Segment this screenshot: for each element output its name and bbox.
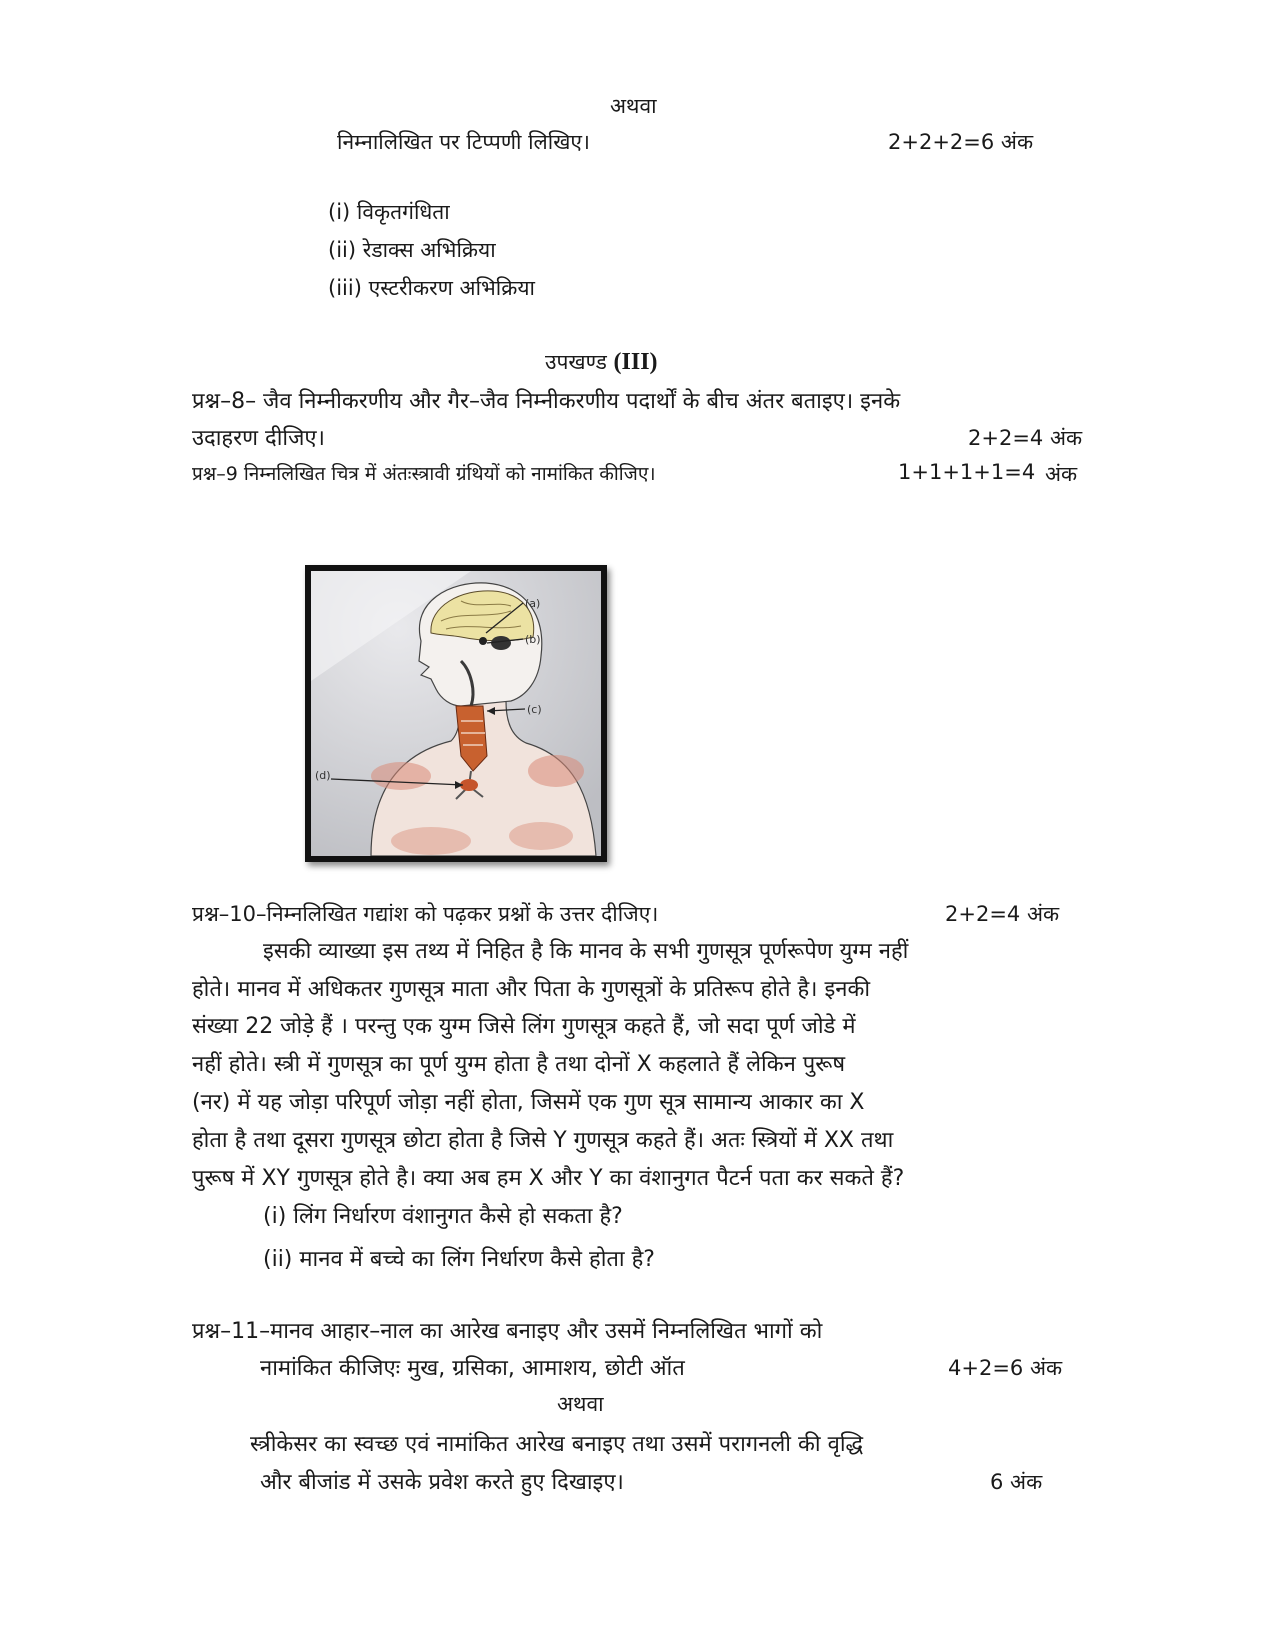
instruction-line: निम्नालिखित पर टिप्पणी लिखिए। xyxy=(337,130,590,154)
q8-line2: उदाहरण दीजिए। xyxy=(192,426,325,451)
label-a: (a) xyxy=(525,597,541,610)
label-c: (c) xyxy=(527,703,542,716)
endocrine-glands-figure xyxy=(305,565,607,862)
endocrine-diagram xyxy=(311,571,601,856)
passage-line: नहीं होते। स्त्री में गुणसूत्र का पूर्ण युग्म होता है तथा दोनों X कहलाते हैं लेकिन पुरूष xyxy=(192,1052,846,1077)
item-number: (iii) xyxy=(328,276,362,300)
pituitary-gland xyxy=(479,637,487,645)
q11-alt-line1: स्त्रीकेसर का स्वच्छ एवं नामांकित आरेख बनाइए तथा उसमें परागनली की वृद्धि xyxy=(250,1432,864,1457)
cerebellum-region xyxy=(491,636,511,650)
q11-or-label: अथवा xyxy=(557,1392,604,1416)
passage-line: पुरूष में XY गुणसूत्र होते है। क्या अब हम X और Y का वंशानुगत पैटर्न पता कर सकते हैं? xyxy=(192,1166,905,1191)
q10-subquestion: (i) लिंग निर्धारण वंशानुगत कैसे हो सकता है? xyxy=(263,1204,623,1229)
q9-marks: 1+1+1+1=4 xyxy=(898,460,1036,484)
passage-line: संख्या 22 जोड़े हैं । परन्तु एक युग्म जिसे लिंग गुणसूत्र कहते हैं, जो सदा पूर्ण जोडे में xyxy=(192,1014,856,1039)
list-item xyxy=(328,198,450,226)
passage-line: होता है तथा दूसरा गुणसूत्र छोटा होता है जिसे Y गुणसूत्र कहते हैं। अतः स्त्रियों में XX तथा xyxy=(192,1128,894,1153)
item-text: रेडाक्स अभिक्रिया xyxy=(362,238,496,262)
or-label-top: अथवा xyxy=(610,94,657,118)
shoulder-shade xyxy=(528,755,584,787)
chest-shade xyxy=(509,822,573,850)
item-text: एस्टरीकरण अभिक्रिया xyxy=(368,276,535,300)
instruction-marks: 2+2+2=6 अंक xyxy=(888,130,1034,154)
passage-line: (नर) में यह जोड़ा परिपूर्ण जोड़ा नहीं होता, जिसमें एक गुण सूत्र सामान्य आकार का X xyxy=(192,1090,865,1115)
q11-line1: प्रश्न–11–मानव आहार–नाल का आरेख बनाइए और उसमें निम्नलिखित भागों को xyxy=(192,1319,823,1344)
chest-shade xyxy=(391,827,471,855)
q8-line1: प्रश्न–8– जैव निम्नीकरणीय और गैर–जैव निम्नीकरणीय पदार्थों के बीच अंतर बताइए। इनके xyxy=(192,389,901,414)
q11-marks: 4+2=6 अंक xyxy=(948,1356,1063,1380)
item-text: विकृतगंधिता xyxy=(356,200,450,224)
subsection-roman: (III) xyxy=(613,349,658,375)
shoulder-shade xyxy=(371,762,431,790)
passage-line: होते। मानव में अधिकतर गुणसूत्र माता और पिता के गुणसूत्रों के प्रतिरूप होते है। इनकी xyxy=(192,977,871,1002)
q11-alt-marks: 6 अंक xyxy=(990,1470,1043,1494)
list-item xyxy=(328,236,496,264)
subsection-heading xyxy=(545,348,658,376)
item-number: (ii) xyxy=(328,238,357,262)
q10-marks: 2+2=4 अंक xyxy=(945,902,1060,926)
item-number: (i) xyxy=(328,200,351,224)
subsection-prefix: उपखण्ड xyxy=(545,350,607,374)
q10-subquestion: (ii) मानव में बच्चे का लिंग निर्धारण कैसे होता है? xyxy=(263,1247,655,1272)
list-item xyxy=(328,274,535,302)
q10-text: प्रश्न–10–निम्नलिखित गद्यांश को पढ़कर प्रश्नों के उत्तर दीजिए। xyxy=(192,902,659,926)
q9-text: प्रश्न–9 निम्नलिखित चित्र में अंतःस्त्रावी ग्रंथियों को नामांकित कीजिए। xyxy=(192,463,656,485)
q11-alt-line2: और बीजांड में उसके प्रवेश करते हुए दिखाइए। xyxy=(260,1470,624,1495)
passage-line: इसकी व्याख्या इस तथ्य में निहित है कि मानव के सभी गुणसूत्र पूर्णरूपेण युग्म नहीं xyxy=(263,939,909,964)
q11-line2: नामांकित कीजिएः मुख, ग्रसिका, आमाशय, छोटी ऑत xyxy=(260,1356,685,1381)
label-b: (b) xyxy=(525,633,541,646)
q8-marks: 2+2=4 अंक xyxy=(968,426,1083,450)
q9-marks-unit: अंक xyxy=(1045,462,1078,486)
label-d: (d) xyxy=(315,769,331,782)
